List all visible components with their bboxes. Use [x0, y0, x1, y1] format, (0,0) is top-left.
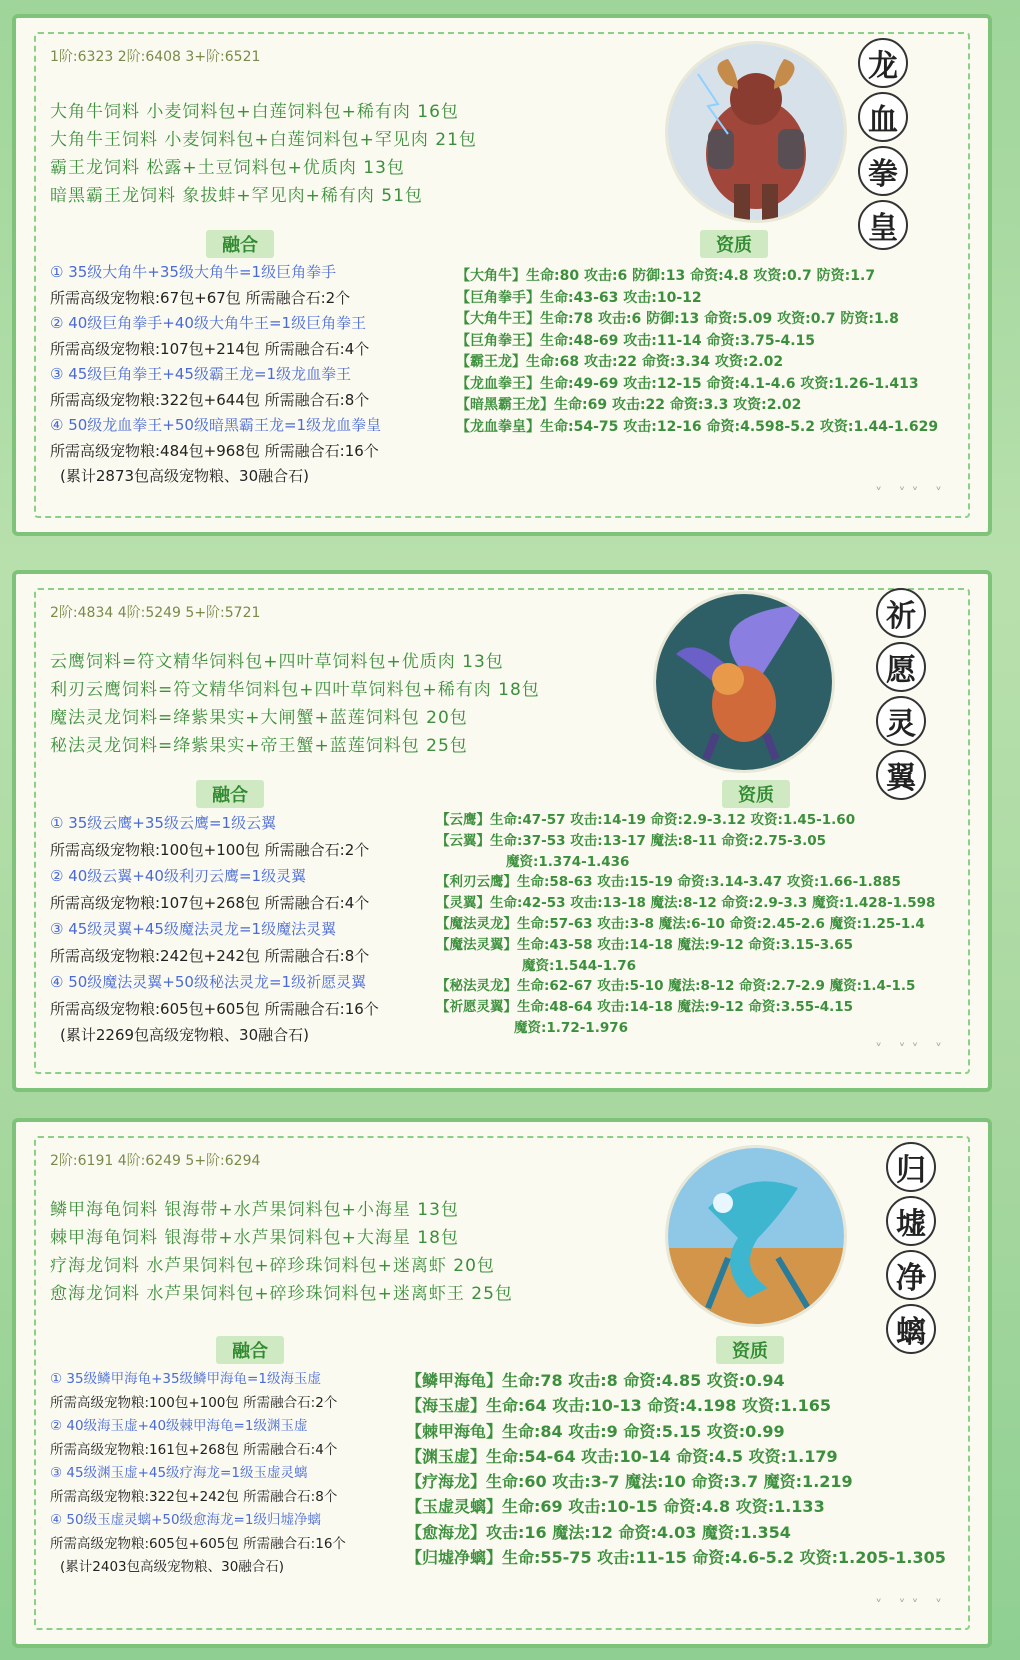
pet-portrait	[668, 44, 844, 220]
title-char: 拳	[858, 146, 908, 196]
feed-item: 利刃云鹰饲料=符文精华饲料包+四叶草饲料包+稀有肉 18包	[50, 680, 540, 700]
stat-row: 【海玉虚】生命:64 攻击:10-13 命资:4.198 攻资:1.165	[406, 1396, 831, 1416]
pet-name-vertical	[876, 588, 926, 800]
fusion-cost: 所需高级宠物粮:242包+242包 所需融合石:8个	[50, 946, 370, 965]
feed-list	[50, 1196, 513, 1308]
stat-row: 【渊玉虚】生命:54-64 攻击:10-14 命资:4.5 攻资:1.179	[406, 1446, 838, 1466]
stat-row: 【龙血拳皇】生命:54-75 攻击:12-16 命资:4.598-5.2 攻资:1.44-1.629	[456, 418, 939, 435]
stage-ratio: 1阶:6323 2阶:6408 3+阶:6521	[50, 49, 261, 65]
stat-row: 【大角牛】生命:80 攻击:6 防御:13 命资:4.8 攻资:0.7 防资:1.7	[456, 268, 876, 284]
feed-item: 霸王龙饲料 松露+土豆饲料包+优质肉 13包	[50, 158, 405, 178]
fusion-cost: 所需高级宠物粮:484包+968包 所需融合石:16个	[50, 441, 379, 460]
stat-row: 【龙血拳王】生命:49-69 攻击:12-15 命资:4.1-4.6 攻资:1.26-1.413	[456, 375, 919, 392]
stat-row: 【秘法灵龙】生命:62-67 攻击:5-10 魔法:8-12 命资:2.7-2.9 魔资:1.4-1.5	[436, 978, 916, 995]
bird-decoration: ˅ ˅˅ ˅	[875, 1042, 948, 1058]
fusion-step: ① 35级云鹰+35级云鹰=1级云翼	[50, 814, 277, 832]
feed-item: 疗海龙饲料 水芦果饲料包+碎珍珠饲料包+迷离虾 20包	[50, 1256, 495, 1276]
stat-row: 【云鹰】生命:47-57 攻击:14-19 命资:2.9-3.12 攻资:1.45-1.60	[436, 812, 856, 828]
fusion-step: ④ 50级龙血拳王+50级暗黑霸王龙=1级龙血拳皇	[50, 416, 382, 434]
fusion-label: 融合	[196, 780, 264, 808]
fusion-total: (累计2873包高级宠物粮、30融合石)	[60, 467, 309, 485]
fusion-total: (累计2269包高级宠物粮、30融合石)	[60, 1026, 309, 1044]
fusion-steps	[50, 260, 381, 490]
stat-row: 【鳞甲海龟】生命:78 攻击:8 命资:4.85 攻资:0.94	[406, 1371, 785, 1390]
feed-item: 棘甲海龟饲料 银海带+水芦果饲料包+大海星 18包	[50, 1228, 459, 1248]
pet-card-longxue	[12, 14, 992, 536]
pet-card-qiyuan	[12, 570, 992, 1092]
feed-item: 愈海龙饲料 水芦果饲料包+碎珍珠饲料包+迷离虾王 25包	[50, 1284, 513, 1304]
fusion-step: ② 40级巨角拳手+40级大角牛王=1级巨角拳王	[50, 314, 367, 332]
fusion-cost: 所需高级宠物粮:100包+100包 所需融合石:2个	[50, 1394, 338, 1411]
pet-portrait	[668, 1148, 844, 1324]
fusion-step: ③ 45级巨角拳王+45级霸王龙=1级龙血拳王	[50, 365, 352, 383]
fusion-cost: 所需高级宠物粮:67包+67包 所需融合石:2个	[50, 288, 351, 307]
fusion-step: ② 40级云翼+40级利刃云鹰=1级灵翼	[50, 867, 307, 885]
fusion-cost: 所需高级宠物粮:322包+242包 所需融合石:8个	[50, 1488, 338, 1505]
quality-label: 资质	[700, 230, 768, 258]
quality-stats	[406, 1368, 946, 1570]
bird-decoration: ˅ ˅˅ ˅	[875, 486, 948, 502]
stat-row: 【玉虚灵螭】生命:69 攻击:10-15 命资:4.8 攻资:1.133	[406, 1497, 825, 1517]
stat-row: 魔资:1.544-1.76	[522, 957, 637, 974]
fusion-cost: 所需高级宠物粮:100包+100包 所需融合石:2个	[50, 840, 370, 859]
bird-decoration: ˅ ˅˅ ˅	[875, 1598, 948, 1614]
feed-item: 大角牛饲料 小麦饲料包+白莲饲料包+稀有肉 16包	[50, 102, 459, 122]
fusion-step: ③ 45级渊玉虚+45级疗海龙=1级玉虚灵螭	[50, 1465, 308, 1481]
fusion-steps	[50, 1368, 346, 1580]
title-char: 灵	[876, 696, 926, 746]
title-char: 翼	[876, 750, 926, 800]
title-char: 归	[886, 1142, 936, 1192]
fusion-cost: 所需高级宠物粮:605包+605包 所需融合石:16个	[50, 999, 379, 1018]
stat-row: 【疗海龙】生命:60 攻击:3-7 魔法:10 命资:3.7 魔资:1.219	[406, 1472, 853, 1492]
fusion-step: ② 40级海玉虚+40级棘甲海龟=1级渊玉虚	[50, 1418, 308, 1434]
fusion-step: ④ 50级玉虚灵螭+50级愈海龙=1级归墟净螭	[50, 1512, 321, 1528]
quality-label: 资质	[722, 780, 790, 808]
stat-row: 【祈愿灵翼】生命:48-64 攻击:14-18 魔法:9-12 命资:3.55-4.15	[436, 999, 854, 1016]
pet-card-guixu	[12, 1118, 992, 1648]
stat-row: 【归墟净螭】生命:55-75 攻击:11-15 命资:4.6-5.2 攻资:1.205-1.305	[406, 1548, 946, 1568]
feed-item: 大角牛王饲料 小麦饲料包+白莲饲料包+罕见肉 21包	[50, 130, 477, 150]
stage-ratio: 2阶:6191 4阶:6249 5+阶:6294	[50, 1153, 261, 1169]
stat-row: 【霸王龙】生命:68 攻击:22 命资:3.34 攻资:2.02	[456, 354, 784, 370]
fusion-cost: 所需高级宠物粮:161包+268包 所需融合石:4个	[50, 1441, 338, 1458]
stat-row: 【魔法灵龙】生命:57-63 攻击:3-8 魔法:6-10 命资:2.45-2.6 魔资:1.25-1.4	[436, 915, 925, 932]
fusion-label: 融合	[216, 1336, 284, 1364]
stat-row: 【愈海龙】攻击:16 魔法:12 命资:4.03 魔资:1.354	[406, 1522, 791, 1542]
stat-row: 【灵翼】生命:42-53 攻击:13-18 魔法:8-12 命资:2.9-3.3 魔资:1.428-1.598	[436, 895, 936, 912]
fusion-step: ③ 45级灵翼+45级魔法灵龙=1级魔法灵翼	[50, 920, 337, 938]
stat-row: 魔资:1.72-1.976	[514, 1019, 629, 1036]
title-char: 祈	[876, 588, 926, 638]
fusion-step: ① 35级大角牛+35级大角牛=1级巨角拳手	[50, 263, 337, 281]
stat-row: 【巨角拳王】生命:48-69 攻击:11-14 命资:3.75-4.15	[456, 332, 815, 349]
title-char: 龙	[858, 38, 908, 88]
title-char: 血	[858, 92, 908, 142]
fusion-cost: 所需高级宠物粮:605包+605包 所需融合石:16个	[50, 1535, 346, 1552]
title-char: 愿	[876, 642, 926, 692]
quality-label: 资质	[716, 1336, 784, 1364]
stat-row: 【大角牛王】生命:78 攻击:6 防御:13 命资:5.09 攻资:0.7 防资:1.8	[456, 311, 899, 327]
quality-stats	[436, 810, 935, 1039]
feed-item: 暗黑霸王龙饲料 象拔蚌+罕见肉+稀有肉 51包	[50, 186, 423, 206]
stat-row: 【棘甲海龟】生命:84 攻击:9 命资:5.15 攻资:0.99	[406, 1421, 785, 1441]
feed-item: 秘法灵龙饲料=绛紫果实+帝王蟹+蓝莲饲料包 25包	[50, 736, 468, 756]
title-char: 螭	[886, 1304, 936, 1354]
fusion-step: ① 35级鳞甲海龟+35级鳞甲海龟=1级海玉虚	[50, 1371, 321, 1387]
pet-name-vertical	[886, 1142, 936, 1354]
feed-list	[50, 98, 477, 210]
fusion-label: 融合	[206, 230, 274, 258]
fusion-steps	[50, 810, 379, 1049]
feed-item: 云鹰饲料=符文精华饲料包+四叶草饲料包+优质肉 13包	[50, 652, 504, 672]
fusion-step: ④ 50级魔法灵翼+50级秘法灵龙=1级祈愿灵翼	[50, 973, 367, 991]
title-char: 墟	[886, 1196, 936, 1246]
stat-row: 【暗黑霸王龙】生命:69 攻击:22 命资:3.3 攻资:2.02	[456, 397, 802, 413]
pet-portrait	[656, 594, 832, 770]
feed-item: 鳞甲海龟饲料 银海带+水芦果饲料包+小海星 13包	[50, 1200, 459, 1220]
feed-item: 魔法灵龙饲料=绛紫果实+大闸蟹+蓝莲饲料包 20包	[50, 708, 468, 728]
stat-row: 【利刃云鹰】生命:58-63 攻击:15-19 命资:3.14-3.47 攻资:1.66-1.885	[436, 874, 901, 891]
stat-row: 【巨角拳手】生命:43-63 攻击:10-12	[456, 289, 702, 306]
stat-row: 魔资:1.374-1.436	[506, 853, 630, 870]
fusion-cost: 所需高级宠物粮:107包+214包 所需融合石:4个	[50, 339, 370, 358]
fusion-cost: 所需高级宠物粮:322包+644包 所需融合石:8个	[50, 390, 370, 409]
title-char: 净	[886, 1250, 936, 1300]
pet-name-vertical	[858, 38, 908, 250]
title-char: 皇	[858, 200, 908, 250]
fusion-cost: 所需高级宠物粮:107包+268包 所需融合石:4个	[50, 893, 370, 912]
stage-ratio: 2阶:4834 4阶:5249 5+阶:5721	[50, 605, 261, 621]
stat-row: 【魔法灵翼】生命:43-58 攻击:14-18 魔法:9-12 命资:3.15-3.65	[436, 936, 854, 953]
feed-list	[50, 648, 540, 760]
quality-stats	[456, 266, 938, 438]
stat-row: 【云翼】生命:37-53 攻击:13-17 魔法:8-11 命资:2.75-3.05	[436, 832, 827, 849]
fusion-total: (累计2403包高级宠物粮、30融合石)	[60, 1559, 285, 1575]
